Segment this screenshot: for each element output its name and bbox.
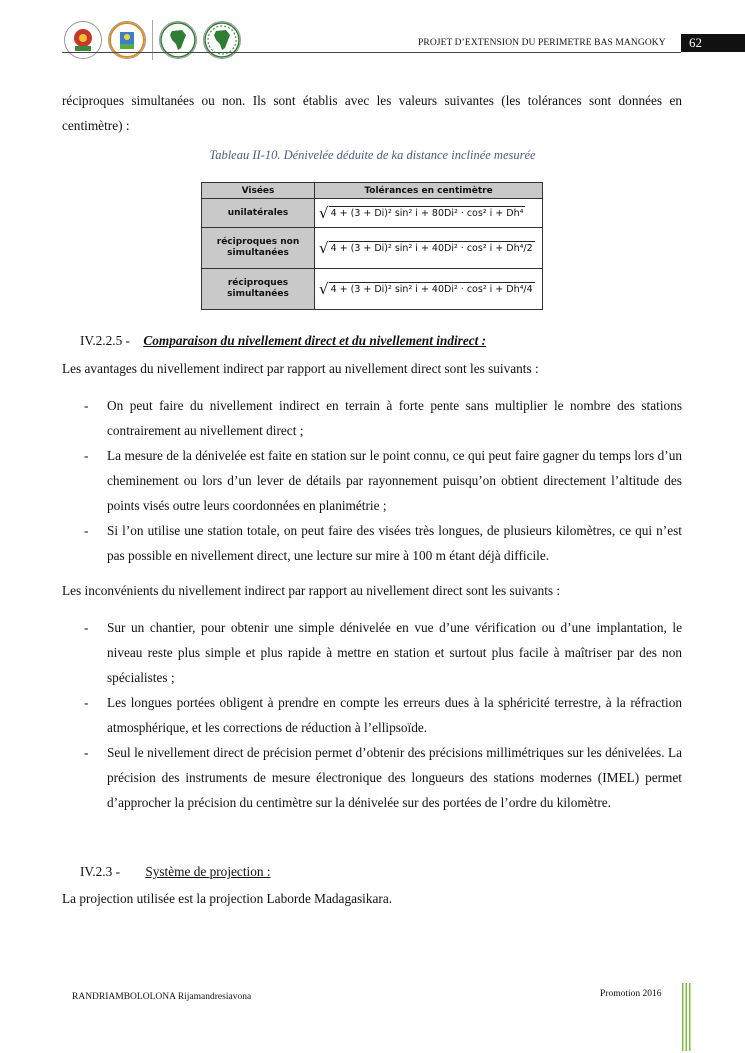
formula-text: 4 + (3 + Di)² sin² i + 40Di² · cos² i + Dh⁴/2 (330, 242, 533, 254)
logo-ministry-icon (108, 21, 146, 59)
section-title: Comparaison du nivellement direct et du nivellement indirect : (143, 333, 487, 348)
page-number: 62 (681, 34, 745, 52)
list-item: - La mesure de la dénivelée est faite en station sur le point connu, ce qui peut faire gagner du temps lors d’un cheminement ou lors d’un lever de détails par rayonnement puisqu’on obtient directement l’altitude des points visés outre leurs coordonnées en planimétrie ; (84, 448, 682, 513)
intro-paragraph-block (62, 88, 682, 138)
section-number: IV.2.2.5 - (80, 333, 130, 348)
disadvantages-list (62, 615, 682, 815)
logo-divider (152, 20, 153, 60)
row-formula: √ 4 + (3 + Di)² sin² i + 40Di² · cos² i + Dh⁴/4 (315, 269, 543, 310)
logo-emblem-icon (64, 21, 102, 59)
section-heading-projection (80, 864, 271, 880)
section-heading-comparison (80, 333, 486, 349)
logo-africa-bank-icon (159, 21, 197, 59)
list-item: - Seul le nivellement direct de précision permet d’obtenir des précisions millimétriques sur les dénivelées. La précision des instruments de mesure électronique des longueurs des stations modernes (IMEL) permet d’approcher la précision du centimètre sur la dénivelée sur des portées de l’ordre du kilomètre. (84, 745, 682, 810)
row-formula: √ 4 + (3 + Di)² sin² i + 40Di² · cos² i + Dh⁴/2 (315, 228, 543, 269)
advantages-list (62, 393, 682, 568)
disadvantages-intro: Les inconvénients du nivellement indirect par rapport au nivellement direct sont les suivants : (62, 583, 561, 598)
row-label: réciproques simultanées (202, 269, 315, 310)
table-row (202, 269, 543, 310)
footer-author: RANDRIAMBOLOLONA Rijamandresiavona (72, 992, 252, 1002)
comparison-body (62, 356, 682, 815)
projection-body (62, 886, 682, 911)
row-label: réciproques non simultanées (202, 228, 315, 269)
intro-paragraph: réciproques simultanées ou non. Ils sont établis avec les valeurs suivantes (les tolérances sont données en centimètre) : (62, 93, 682, 133)
table-header-tolerances: Tolérances en centimètre (315, 183, 543, 199)
formula-text: 4 + (3 + Di)² sin² i + 80Di² · cos² i + Dh⁴ (330, 207, 524, 219)
advantages-intro: Les avantages du nivellement indirect par rapport au nivellement direct sont les suivants : (62, 361, 539, 376)
list-item: - Sur un chantier, pour obtenir une simple dénivelée en vue d’une vérification ou d’une implantation, le niveau reste plus simple et plus rapide à mettre en station et surtout plus facile à maîtriser par des non spécialistes ; (84, 620, 682, 685)
table-header-row (202, 183, 543, 199)
row-formula: √ 4 + (3 + Di)² sin² i + 80Di² · cos² i + Dh⁴ (315, 199, 543, 228)
section-title: Système de projection : (145, 864, 271, 879)
footer-accent-bars (682, 983, 692, 1051)
section-number: IV.2.3 - (80, 864, 121, 879)
tolerance-table (201, 182, 543, 310)
projection-text: La projection utilisée est la projection Laborde Madagasikara. (62, 891, 393, 906)
row-label: unilatérales (202, 199, 315, 228)
footer-promotion: Promotion 2016 (600, 989, 662, 999)
table-row (202, 199, 543, 228)
header-divider (62, 52, 681, 53)
list-item: - Si l’on utilise une station totale, on peut faire des visées très longues, de plusieurs kilomètres, ce qui n’est pas possible en nivellement direct, une lecture sur mire à 100 m étant déjà difficile. (84, 523, 682, 563)
formula-text: 4 + (3 + Di)² sin² i + 40Di² · cos² i + Dh⁴/4 (330, 283, 533, 295)
list-item: - On peut faire du nivellement indirect en terrain à forte pente sans multiplier le nombre des stations contrairement au nivellement direct ; (84, 398, 682, 438)
header-title: PROJET D’EXTENSION DU PERIMETRE BAS MANGOKY (418, 38, 666, 48)
logo-africa-fund-icon (203, 21, 241, 59)
header-logos (64, 18, 241, 62)
list-item: - Les longues portées obligent à prendre en compte les erreurs dues à la sphéricité terrestre, à la réfraction atmosphérique, et les corrections de réduction à l’ellipsoïde. (84, 695, 682, 735)
table-header-visees: Visées (202, 183, 315, 199)
table-row (202, 228, 543, 269)
table-caption: Tableau II-10. Dénivelée déduite de ka distance inclinée mesurée (209, 148, 536, 162)
